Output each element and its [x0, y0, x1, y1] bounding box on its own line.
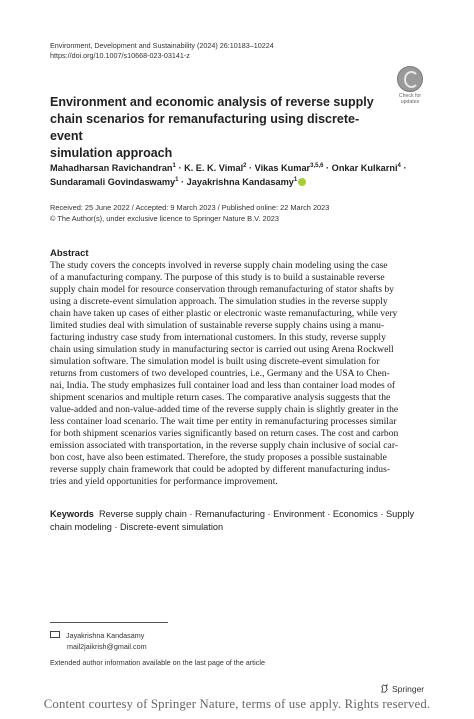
journal-header [50, 41, 274, 61]
abstract-line: chain using simulation study in manufacturing sector is carried out using Arena Rockwell [50, 344, 394, 355]
abstract-body [50, 260, 426, 488]
abstract-line: bon cost, have also been estimated. Therefore, the study proposes a possible sustainable [50, 452, 387, 463]
abstract-line: facturing industry case study from international customers. In this study, reverse supply [50, 332, 386, 343]
springer-wordmark: Springer [392, 684, 425, 694]
abstract-line: reverse supply chain framework that could be adopted by different manufacturing indus- [50, 464, 391, 475]
author-affiliation: 4 [397, 163, 401, 169]
abstract-line: limited studies deal with simulation of sustainable reverse supply chains using a manu- [50, 320, 385, 331]
author-affiliation: 1 [293, 177, 298, 183]
badge-label-line2: updates [400, 99, 420, 105]
author-affiliation: 1 [175, 177, 179, 183]
author-list: Mahadharsan Ravichandran$^1$ · K. E. K. Vimal$^2$ · Vikas Kumar$^{3,5,6}$ · Onkar Kulkarni$^4$ · Sundaramali Govindaswamy$^1$ · Jayakrishna Kandasamy$^1$ [50, 163, 407, 187]
keywords-list: Reverse supply chain · Remanufacturing · Environment · Economics · Supply [99, 509, 415, 519]
author-affiliation: 2 [243, 163, 247, 169]
abstract-line: value-added and non-value-added time of the reverse supply chain is slightly greater in the [50, 404, 399, 415]
envelope-icon [50, 631, 60, 638]
abstract-line: simulation software. The simulation model is built using discrete-event simulation for [50, 356, 380, 367]
abstract-heading: Abstract [50, 248, 89, 259]
abstract-line: for both shipment scenarios varies significantly based on return cases. The cost and carbon [50, 428, 399, 439]
author-name[interactable]: Sundaramali Govindaswamy [50, 177, 176, 187]
correspondence [50, 631, 147, 652]
keywords [50, 508, 426, 534]
history-line: Received: 25 June 2022 / Accepted: 9 March 2023 / Published online: 22 March 2023 [50, 203, 330, 212]
doi-link[interactable]: https://doi.org/10.1007/s10668-023-03141-z [50, 51, 190, 60]
abstract-line: shipment scenarios and multiple return cases. The comparative analysis suggests that the [50, 392, 391, 403]
author-name[interactable]: Vikas Kumar [254, 163, 311, 173]
abstract-line: The study covers the concepts involved in reverse supply chain modeling using the case [50, 260, 388, 271]
title-line: chain scenarios for remanufacturing using discrete-event [50, 112, 360, 143]
abstract-line: nai, India. The study emphasizes full container load and less than container load modes of [50, 380, 396, 391]
author-name[interactable]: Onkar Kulkarni [331, 163, 398, 173]
author-name[interactable]: Mahadharsan Ravichandran [50, 163, 173, 173]
abstract-line: supply chain model for resource conservation through remanufacturing of stator shafts by [50, 284, 394, 295]
abstract-line: tries and yield opportunities for performance improvement. [50, 476, 278, 487]
abstract-line: of a manufacturing company. The purpose of this study is to build a sustainable reverse [50, 272, 385, 283]
keywords-label: Keywords [50, 509, 94, 519]
abstract-line: chain have taken up cases of either plastic or electronic waste remanufacturing, while very [50, 308, 398, 319]
refresh-icon [397, 66, 423, 92]
corresponding-author: Jayakrishna Kandasamy [66, 631, 145, 640]
courtesy-notice: Content courtesy of Springer Nature, terms of use apply. Rights reserved. [43, 697, 431, 711]
abstract-line: emission associated with transportation, in the reverse supply chain inclusive of social car- [50, 440, 399, 451]
journal-citation: Environment, Development and Sustainability (2024) 26:10183–10224 [50, 41, 274, 50]
copyright-line: © The Author(s), under exclusive licence to Springer Nature B.V. 2023 [50, 213, 279, 223]
title-line: simulation approach [50, 146, 173, 160]
abstract-line: using a discrete-event simulation approach. The simulation studies in the reverse supply [50, 296, 388, 307]
extended-author-note: Extended author information available on the last page of the article [50, 658, 265, 667]
abstract-line: returns from customers of two developed countries, i.e., Germany and the USA to Chen- [50, 368, 390, 379]
footnote-divider [50, 622, 168, 623]
badge-label-line1: Check for [398, 93, 422, 99]
article-title [50, 94, 380, 162]
springer-logo [380, 684, 424, 694]
keywords-list: chain modeling · Discrete-event simulation [50, 522, 224, 532]
publication-dates [50, 203, 329, 224]
corresponding-email[interactable]: mail2jaikrish@gmail.com [67, 641, 147, 651]
orcid-icon[interactable] [298, 178, 306, 186]
author-name[interactable]: Jayakrishna Kandasamy [186, 177, 294, 187]
title-line: Environment and economic analysis of reverse supply [50, 95, 374, 109]
springer-horse-icon [380, 684, 389, 693]
check-for-updates-badge[interactable] [394, 66, 426, 104]
author-name[interactable]: K. E. K. Vimal [184, 163, 244, 173]
author-affiliation: 3,5,6 [310, 163, 324, 169]
author-affiliation: 1 [172, 163, 176, 169]
abstract-line: less container load scenario. The wait time per entity in remanufacturing processes similar [50, 416, 397, 427]
